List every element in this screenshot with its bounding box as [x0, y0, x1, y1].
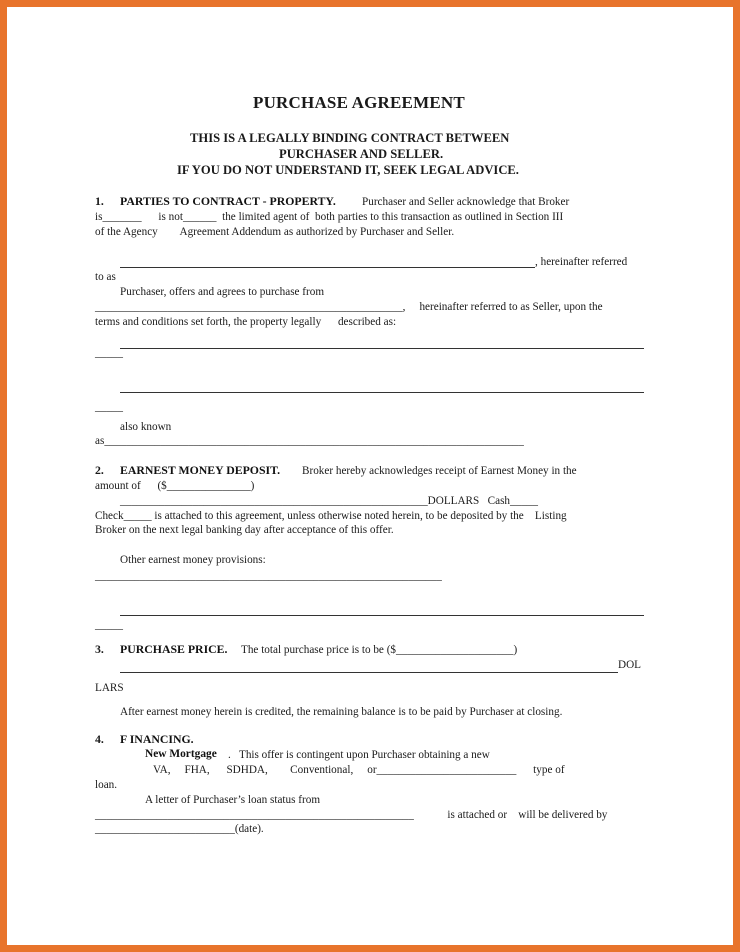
also-known-as-blank[interactable]: as___________________________________________________________________________: [95, 435, 524, 447]
section-3-heading: PURCHASE PRICE.: [120, 642, 228, 656]
property-description-blank-2-end: _____: [95, 401, 123, 413]
property-description-blank-1-end: _____: [95, 347, 123, 359]
other-provisions-blank-2-end: _____: [95, 619, 123, 631]
to-as-text: to as: [95, 271, 116, 283]
loan-text: loan.: [95, 779, 118, 791]
dol-text: DOL: [618, 659, 641, 671]
section-4-number: 4.: [95, 732, 104, 746]
terms-line: terms and conditions set forth, the property legally described as:: [95, 316, 397, 328]
seller-line: _______________________________________________________, hereinafter referred to as Seller, upon the: [95, 301, 603, 313]
purchaser-name-blank[interactable]: [120, 267, 535, 268]
other-provisions-blank[interactable]: ______________________________________________________________: [95, 570, 442, 582]
also-known-text: also known: [120, 421, 172, 433]
document-frame: [7, 7, 733, 945]
attached-line: _________________________________________________________ is attached or will be delivered by: [95, 809, 608, 821]
subtitle-line-1: THIS IS A LEGALLY BINDING CONTRACT BETWEEN: [190, 131, 510, 145]
letter-line: A letter of Purchaser’s loan status from: [145, 794, 321, 806]
subtitle-line-2: PURCHASER AND SELLER.: [279, 147, 444, 161]
earnest-broker-line: Broker on the next legal banking day after acceptance of this offer.: [95, 524, 394, 536]
balance-line: After earnest money herein is credited, the remaining balance is to be paid by Purchaser at closing.: [120, 706, 563, 718]
hereinafter-referred-text: , hereinafter referred: [535, 256, 628, 268]
property-description-blank-2[interactable]: [120, 392, 644, 393]
section-1-text-line-2: is_______ is not______ the limited agent of both parties to this transaction as outlined in Section III: [95, 211, 564, 223]
property-description-blank-1[interactable]: [120, 348, 644, 349]
section-2-heading: EARNEST MONEY DEPOSIT.: [120, 463, 281, 477]
section-1-number: 1.: [95, 194, 104, 208]
new-mortgage-label: New Mortgage: [145, 748, 217, 760]
section-4-heading: F INANCING.: [120, 732, 194, 746]
date-line: _________________________(date).: [95, 823, 264, 835]
other-provisions-blank-2[interactable]: [120, 615, 644, 616]
new-mortgage-text: . This offer is contingent upon Purchaser obtaining a new: [228, 749, 490, 761]
section-2-text-line-1: Broker hereby acknowledges receipt of Earnest Money in the: [302, 465, 577, 477]
section-2-number: 2.: [95, 463, 104, 477]
earnest-check-line: Check_____ is attached to this agreement, unless otherwise noted herein, to be deposited by the Listing: [95, 510, 567, 522]
loan-types-line: VA, FHA, SDHDA, Conventional, or_________________________ type of: [153, 764, 565, 776]
section-1-text-line-1: Purchaser and Seller acknowledge that Broker: [362, 196, 570, 208]
purchase-price-line: The total purchase price is to be ($_____________________): [241, 644, 518, 656]
earnest-amount-line: amount of ($_______________): [95, 480, 255, 492]
subtitle-line-3: IF YOU DO NOT UNDERSTAND IT, SEEK LEGAL ADVICE.: [177, 163, 519, 177]
section-1-text-line-3: of the Agency Agreement Addendum as authorized by Purchaser and Seller.: [95, 226, 455, 238]
lars-text: LARS: [95, 682, 124, 694]
other-provisions-label: Other earnest money provisions:: [120, 554, 266, 566]
document-title: PURCHASE AGREEMENT: [253, 93, 465, 112]
purchaser-offers-text: Purchaser, offers and agrees to purchase from: [120, 286, 325, 298]
earnest-dollars-line: _______________________________________________________DOLLARS Cash_____: [120, 495, 538, 507]
section-3-number: 3.: [95, 642, 104, 656]
purchase-price-words-blank[interactable]: [120, 672, 618, 673]
document-page: [7, 7, 733, 945]
section-1-heading: PARTIES TO CONTRACT - PROPERTY.: [120, 194, 336, 208]
